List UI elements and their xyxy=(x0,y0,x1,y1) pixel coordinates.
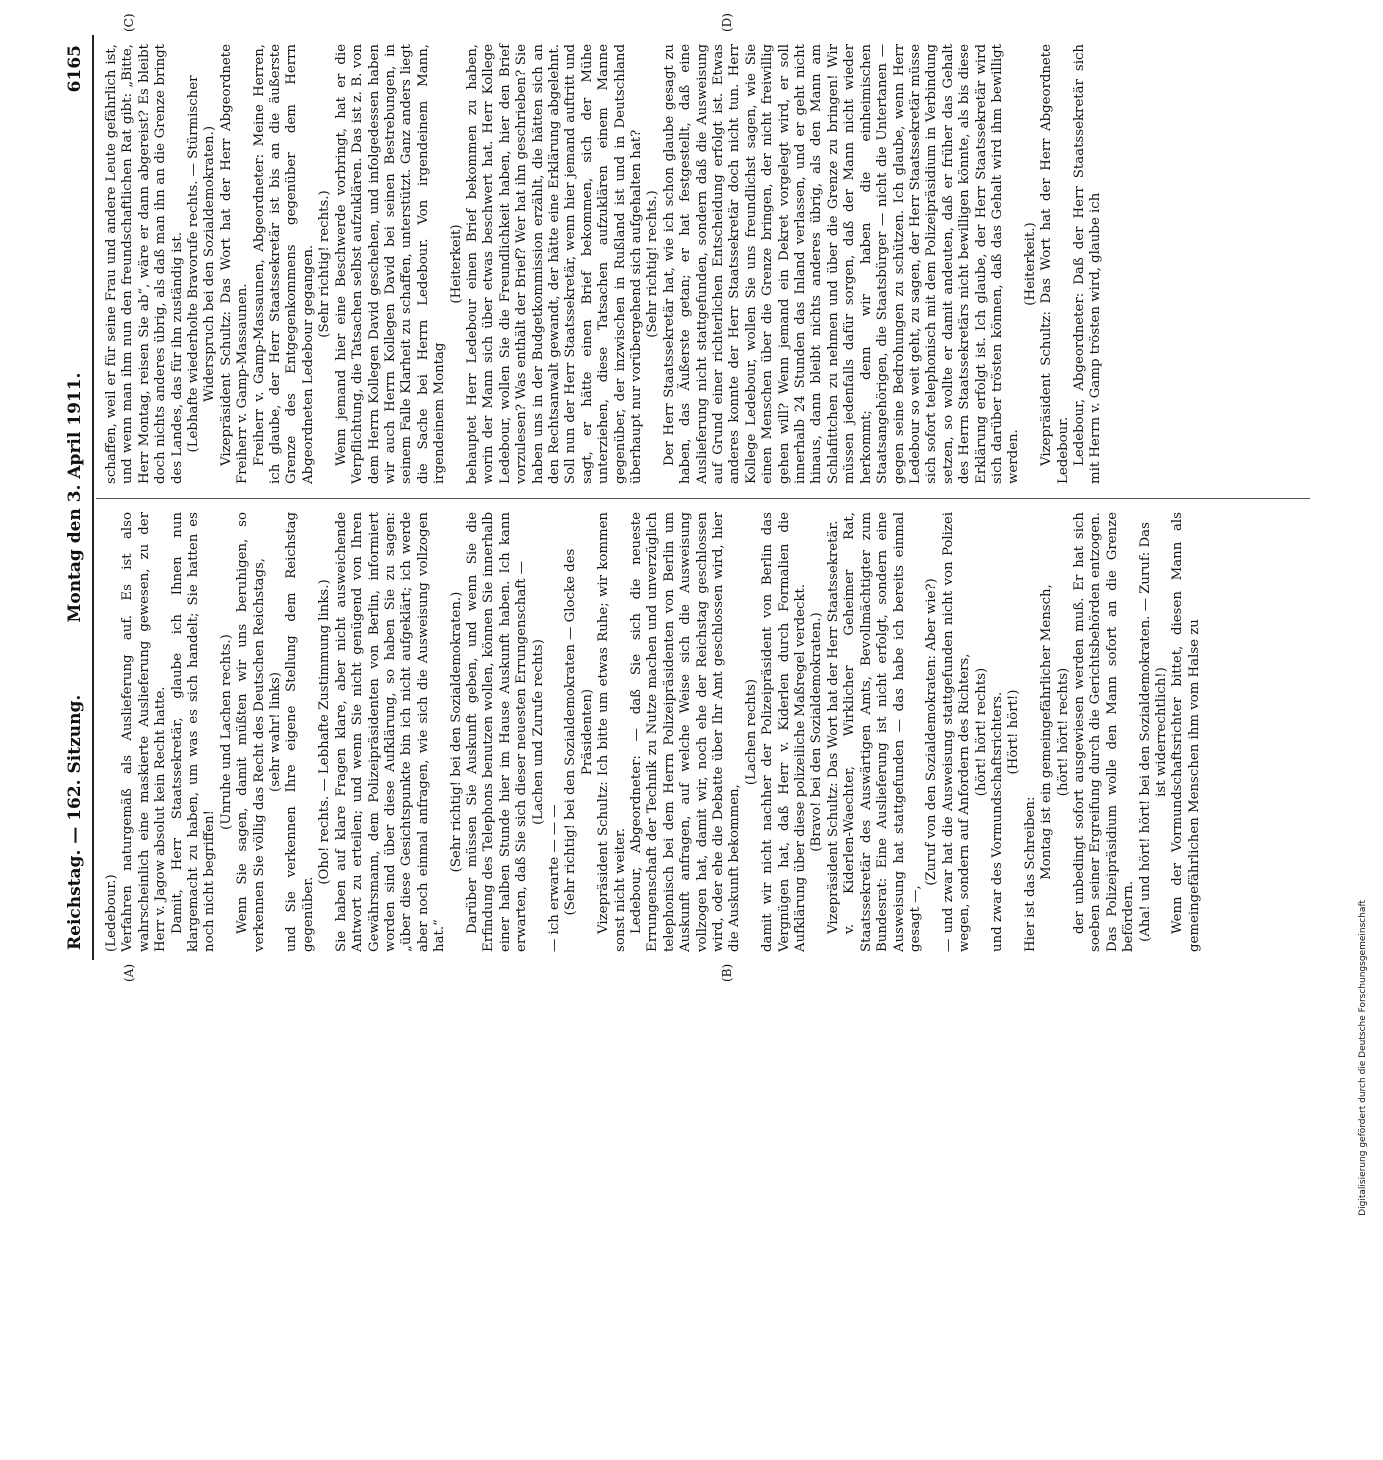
left_column-paragraph: — ich erwarte — — — xyxy=(546,804,562,952)
right_column-paragraph: Vizepräsident Schultz: Das Wort hat der Herr Abgeordnete Ledebour. xyxy=(1039,44,1071,484)
right_column-paragraph: Freiherr v. Gamp-Massaunen, Abgeordneter: Meine Herren, ich glaube, der Herr Staatssekretär ist bis an die äußerste Grenze des Entgegenkommens gegenüber dem Herrn Abgeordneten Ledebour gegangen. xyxy=(251,44,316,484)
margin-mark-b: (B) xyxy=(720,963,734,982)
left_column-paragraph: der unbedingt sofort ausgewiesen werden muß. Er hat sich soeben seiner Ergreifung durch die Gerichtsbehörden entzogen. Das Polizeipräsidium wolle den Mann sofort an die Grenze befördern. xyxy=(1071,512,1137,952)
right_column-paragraph: (Sehr richtig! rechts.) xyxy=(317,190,333,338)
right_column-paragraph: Wenn jemand hier eine Beschwerde vorbringt, hat er die Verpflichtung, die Tatsachen selbst aufzuklären. Das ist z. B. von dem Herrn Kollegen David geschehen, und infolgedessen haben wir auch Herrn Kollegen David bei seinen Bestrebungen, in seinem Falle Klarheit zu schaffen, unterstützt. Ganz anders liegt die Sache bei Herrn Ledebour. Von irgendeinem Mann, irgendeinem Montag xyxy=(333,44,448,484)
right_column-paragraph: (Sehr richtig! rechts.) xyxy=(645,190,661,338)
left_column-paragraph: (Sehr richtig! bei den Sozialdemokraten.) xyxy=(448,591,464,873)
right_column-paragraph: Der Herr Staatssekretär hat, wie ich schon glaube gesagt zu haben, das Äußerste getan; er hat festgestellt, daß eine Auslieferung nicht stattgefunden, sondern daß die Ausweisung auf Grund einer richterlichen Entscheidung erfolgt ist. Etwas anderes konnte der Herr Staatssekretär doch nicht tun. Herr Kollege Ledebour, wollen Sie uns freundlichst sagen, wie Sie einen Menschen über die Grenze bringen, der nicht freiwillig gehen will? Wenn jemand ein Dekret vorgelegt wird, er soll innerhalb 24 Stunden das Inland verlassen, und er geht nicht hinaus, dann bleibt nichts anderes übrig, als den Mann am Schlafittchen zu nehmen und über die Grenze zu bringen! Wir müssen jedenfalls dafür sorgen, daß der Mann nicht wieder herkommt; denn wir haben die einheimischen Staatsangehörigen, die Staatsbürger — nicht die Untertanen — gegen seine Bedrohungen zu schützen. Ich glaube, wenn Herr Ledebour so weit geht, zu sagen, der Herr Staatssekretär müsse sich sofort telephonisch mit dem Polizeipräsidium in Verbindung setzen, so wollte er damit andeuten, daß er früher das Gehalt des Herrn Staatssekretärs nicht bewilligen könnte, als bis diese Erklärung erfolgt ist. Ich glaube, der Herr Staatssekretär wird sich darüber trösten können, daß das Gehalt wird ihm bewilligt werden. xyxy=(661,44,1022,484)
left_column-paragraph: Wenn Sie sagen, damit müßten wir uns beruhigen, so verkennen Sie völlig das Recht des Deutschen Reichstags, xyxy=(235,512,267,952)
left_column-paragraph: (Sehr richtig! bei den Sozialdemokraten — Glocke des Präsidenten) xyxy=(563,548,595,916)
right-column xyxy=(104,44,1105,484)
left_column-paragraph: Verfahren naturgemäß als Auslieferung auf. Es ist also wahrscheinlich eine maskierte Auslieferung gewesen, zu der Herr v. Jagow absolut kein Recht hatte. xyxy=(120,512,169,952)
left_column-paragraph: Vizepräsident Schultz: Das Wort hat der Herr Staatssekretär. xyxy=(825,520,841,934)
left_column-paragraph: (Unruhe und Lachen rechts.) xyxy=(218,634,234,830)
right_column-paragraph: Ledebour, Abgeordneter: Daß der Herr Staatssekretär sich mit Herrn v. Gamp trösten wird, glaube ich xyxy=(1071,44,1104,484)
page-header xyxy=(60,35,90,960)
left_column-paragraph: (Bravo! bei den Sozialdemokraten.) xyxy=(809,612,825,852)
left_column-paragraph: — und zwar hat die Ausweisung stattgefunden nicht von Polizei wegen, sondern auf Anfordern des Richters, xyxy=(940,512,973,952)
margin-mark-a: (A) xyxy=(122,963,136,982)
dfg-credit-text: Digitalisierung gefördert durch die Deutsche Forschungsgemeinschaft xyxy=(1358,900,1368,1216)
left_column-paragraph: (Zuruf von den Sozialdemokraten: Aber wie?) xyxy=(924,578,940,886)
left_column-paragraph: (hört! hört! rechts) xyxy=(973,667,989,797)
left_column-paragraph: (Oho! rechts. — Lebhafte Zustimmung links.) xyxy=(317,579,333,885)
newspaper-page xyxy=(60,13,1310,982)
left_column-paragraph: (Lachen rechts) xyxy=(743,678,759,786)
left_column-paragraph: Vizepräsident Schultz: Ich bitte um etwas Ruhe; wir kommen sonst nicht weiter. xyxy=(596,512,628,952)
left_column-paragraph: und zwar des Vormundschaftsrichters. xyxy=(989,691,1005,952)
header-rule xyxy=(92,35,94,960)
left_column-paragraph: Wenn der Vormundschaftsrichter bittet, diesen Mann als gemeingefährlichen Menschen ihm vom Halse zu xyxy=(1170,512,1202,952)
right_column-paragraph: (Heiterkeit) xyxy=(448,224,464,304)
left_column-paragraph: Ledebour, Abgeordneter: — daß Sie sich die neueste Errungenschaft der Technik zu Nutze machen und unverzüglich telephonisch bei dem Herrn Polizeipräsidenten von Berlin um Auskunft anfragen, auf welche Weise sich die Ausweisung vollzogen hat, damit wir, noch ehe der Reichstag geschlossen wird, oder ehe die Debatte über Ihr Amt geschlossen wird, hier die Auskunft bekommen, xyxy=(629,512,743,952)
left_column-paragraph: und Sie verkennen Ihre eigene Stellung dem Reichstag gegenüber. xyxy=(284,512,316,952)
left_column-paragraph: Montag ist ein gemeingefährlicher Mensch, xyxy=(1039,584,1055,880)
left_column-paragraph: damit wir nicht nachher der Polizeipräsident von Berlin das Vergnügen hat, daß Herr v. Kiderlen durch Formalien die Aufklärung über diese polizeiliche Maßregel verdeckt. xyxy=(760,512,809,952)
left_column-paragraph: v. Kiderlen-Waechter, Wirklicher Geheimer Rat, Staatssekretär des Auswärtigen Amts, Bevollmächtigter zum Bundesrat: Eine Auslieferung ist nicht erfolgt, sondern eine Ausweisung hat stattgefunden — das habe ich bereits einmal gesagt —, xyxy=(842,512,923,952)
left_column-paragraph: Sie haben auf klare Fragen klare, aber nicht ausweichende Antwort zu erteilen; und wenn Sie nicht genügend von Ihren Gewährsmann, dem Polizeipräsidenten von Berlin, informiert worden sind über diese Aufklärung, so haben Sie zu sagen: „über diese Gesichtspunkte bin ich nicht aufgeklärt; ich werde aber noch einmal anfragen, wie sich die Ausweisung vollzogen hat.“ xyxy=(333,512,448,952)
margin-mark-d: (D) xyxy=(720,13,734,32)
left_column-paragraph: (Lachen und Zurufe rechts) xyxy=(530,639,546,825)
left_column-paragraph: (sehr wahr! links) xyxy=(268,672,284,792)
header-date: Montag den 3. April 1911. xyxy=(65,372,85,623)
right_column-paragraph: (Lebhafte wiederholte Bravorufe rechts. — Stürmischer Widerspruch bei den Sozialdemokraten.) xyxy=(186,75,218,453)
right_column-paragraph: schaffen, weil er für seine Frau und andere Leute gefährlich ist, und wenn man ihm nun den freundschaftlichen Rat gibt: „Bitte, Herr Montag, reisen Sie ab“, wäre er dann abgereist? Es bleibt doch nichts anderes übrig, als daß man ihn an die Grenze bringt des Landes, das für ihn zuständig ist. xyxy=(104,44,185,484)
header-page-number: 6165 xyxy=(65,45,85,93)
left_column-paragraph: (hört! hört! rechts) xyxy=(1055,667,1071,797)
header-session: Reichstag. — 162. Sitzung. xyxy=(65,694,85,950)
right_column-paragraph: Vizepräsident Schultz: Das Wort hat der Herr Abgeordnete Freiherr v. Gamp-Massaunen. xyxy=(218,44,251,484)
left_column-paragraph: Damit, Herr Staatssekretär, glaube ich Ihnen nun klargemacht zu haben, um was es sich handelt; Sie hatten es noch nicht begriffen! xyxy=(169,512,218,952)
right_column-paragraph: (Heiterkeit.) xyxy=(1022,222,1038,306)
left_column-paragraph: Darüber müssen Sie Auskunft geben, und wenn Sie die Erfindung des Telephons benutzen wollen, können Sie innerhalb einer halben Stunde hier im Hause Auskunft haben. Ich kann erwarten, daß Sie sich dieser neuesten Errungenschaft — xyxy=(464,512,530,952)
left_column-paragraph: (Aha! und hört! hört! bei den Sozialdemokraten. — Zuruf: Das ist widerrechtlich!) xyxy=(1137,522,1169,942)
left_column-paragraph: (Hört! hört!) xyxy=(1006,689,1022,775)
left-column xyxy=(104,512,1203,952)
margin-mark-c: (C) xyxy=(122,13,136,32)
left_column-paragraph: (Ledebour.) xyxy=(104,874,119,952)
left_column-paragraph: Hier ist das Schreiben: xyxy=(1022,796,1038,952)
right_column-paragraph: behauptet Herr Ledebour einen Brief bekommen zu haben, worin der Mann sich über etwas beschwert hat. Herr Kollege Ledebour, wollen Sie die Freundlichkeit haben, hier den Brief vorzulesen? Was enthält der Brief? Wer hat ihn geschrieben? Sie haben uns in der Budgetkommission erzählt, die hätten sich an den Rechtsanwalt gewandt, der hätte eine Erklärung abgelehnt. Soll nun der Herr Staatssekretär, wenn hier jemand auftritt und sagt, er hätte einen Brief bekommen, sich der Mühe unterziehen, diese Tatsachen aufzuklären einem Manne gegenüber, der inzwischen in Rußland ist und in Deutschland überhaupt nur vorübergehend sich aufgehalten hat? xyxy=(464,44,644,484)
column-divider xyxy=(96,498,1310,499)
